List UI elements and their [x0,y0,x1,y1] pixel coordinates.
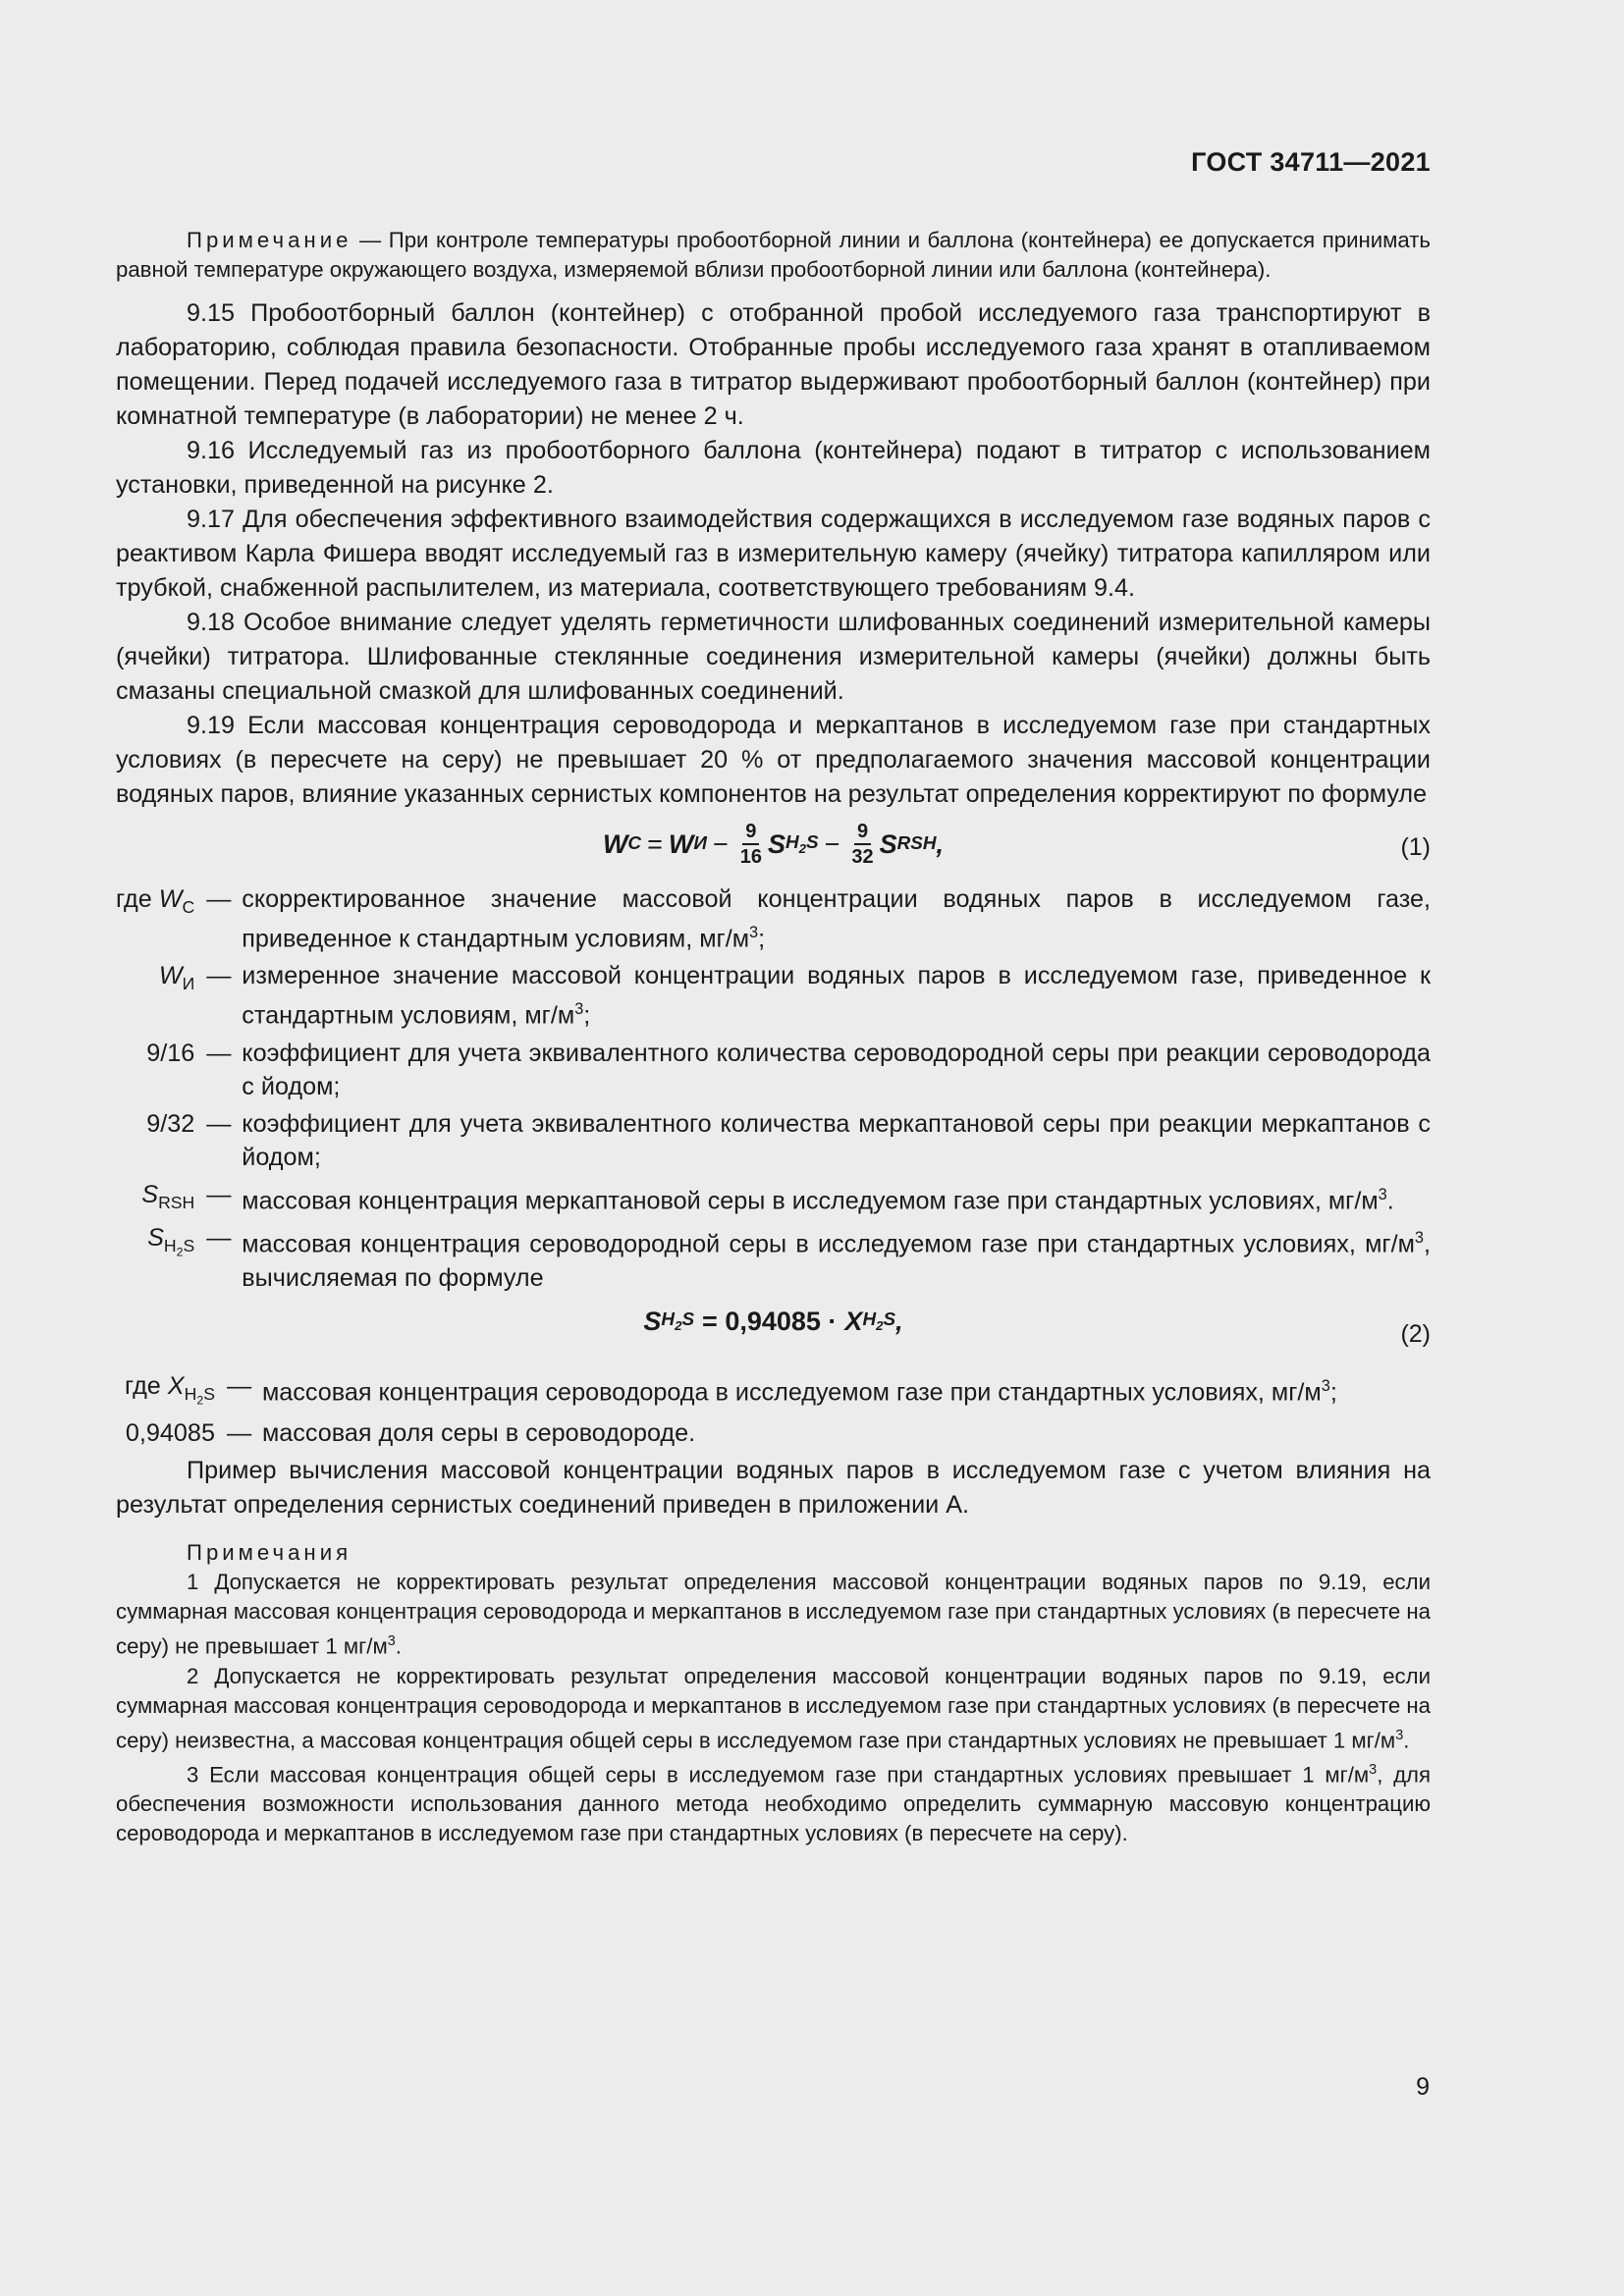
definition-symbol-sub: H2S [184,1383,215,1408]
formula2-tail: , [895,1306,903,1336]
fraction-2-num: 9 [854,820,871,845]
s1-sub-a: H [785,832,799,854]
definition-symbol [116,1178,206,1221]
definition-symbol-sub: С [182,897,195,918]
definition-text-main: скорректированное значение массовой концентрации водяных паров в исследуемом газе, приведенное к стандартным условиям, мг/м [242,885,1431,953]
formula-1 [116,812,1431,882]
note-label: Примечание [187,228,352,252]
formula1-minus-2: − [824,828,840,859]
note-1 [116,1568,1431,1661]
paragraph-9-17: 9.17 Для обеспечения эффективного взаимодействия содержащихся в исследуемом газе водяных паров с реактивом Карла Фишера вводят исследуемый газ в измерительную камеру (ячейку) титратора капилляром или трубкой, снабженной распылителем, из материала, соответствующего требованиям 9.4. [116,506,1431,602]
formula1-lhs-sub: С [627,833,642,854]
definition-symbol [116,1037,206,1107]
definition-prefix: 9/16 [146,1039,195,1067]
note-1-end: . [395,1633,402,1659]
definition-text-main: массовая концентрация сероводорода в исследуемом газе при стандартных условиях, мг/м [261,1377,1322,1406]
definition-sup: 3 [1414,1229,1424,1248]
definitions-2 [116,1369,1431,1455]
definition-sup: 3 [1321,1376,1330,1395]
paragraph-9-16: 9.16 Исследуемый газ из пробоотборного баллона (контейнера) подают в титратор с использованием установки, приведенной на рисунке 2. [116,437,1431,499]
definition-sup: 3 [574,1000,584,1019]
paragraph-9-15: 9.15 Пробоотборный баллон (контейнер) с отобранной пробой исследуемого газа транспортируют в лабораторию, соблюдая правила безопасности. Отобранные пробы исследуемого газа хранят в отапливаемом помещении. Перед подачей исследуемого газа в титратор выдерживают пробоотборный баллон (контейнер) при комнатной температуре (в лаборатории) не менее 2 ч. [116,299,1431,430]
f2-x-sub-2: 2 [876,1317,884,1333]
definition-text [242,1221,1431,1298]
note-3-text-a: 3 Если массовая концентрация общей серы в исследуемом газе при стандартных условиях превышает 1 мг/м [187,1762,1370,1788]
definition-row [116,1178,1431,1221]
formula1-s1: S [767,828,785,859]
f2-lhs-sub-b: S [681,1309,695,1331]
note-text: — При контроле температуры пробоотборной линии и баллона (контейнера) ее допускается принимать равной температуре окружающего воздуха, измеряемой вблизи пробоотборной линии или баллона (контейнера). [116,228,1431,282]
definition-row [116,1037,1431,1107]
definition-sup: 3 [749,924,759,941]
definition-symbol-sub: H2S [163,1236,195,1259]
formula1-w2-sub: И [693,833,707,854]
note-3-text-b: , для обеспечения возможности использования данного метода необходимо определить суммарную массовую концентрацию сероводорода и меркаптанов в исследуемом газе при стандартных условиях (в пересчете на серу). [116,1762,1431,1846]
formula-2-number: (2) [1400,1319,1431,1348]
formula1-fraction-1 [737,820,765,869]
definition-symbol-letter: X [167,1371,185,1400]
note-2-sup: 3 [1395,1727,1404,1743]
definition-prefix: где [125,1371,168,1400]
definition-symbol [116,1221,206,1298]
definition-end: . [1386,1187,1394,1215]
paragraph-9-18: 9.18 Особое внимание следует уделять герметичности шлифованных соединений измерительной камеры (ячейки) титратора. Шлифованные стеклянные соединения измерительной камеры (ячейки) должны быть смазаны специальной смазкой для шлифованных соединений. [116,609,1431,705]
definition-text-main: массовая концентрация меркаптановой серы в исследуемом газе при стандартных условиях, мг/м [242,1187,1379,1215]
definition-end: ; [758,925,766,953]
formula2-rhs: = 0,94085 · [702,1306,838,1336]
definition-symbol-letter: W [158,962,183,990]
definition-sup: 3 [1378,1185,1387,1203]
s1-sub-b: S [806,832,819,854]
definition-symbol-sub: RSH [158,1192,195,1212]
definition-symbol [116,959,206,1036]
example-paragraph: Пример вычисления массовой концентрации водяных паров в исследуемом газе с учетом влияния на результат определения сернистых соединений приведен в приложении А. [116,1457,1431,1520]
f2-x-sub-a: H [862,1309,877,1331]
definition-symbol [116,1416,227,1454]
definition-dash: — [226,1419,252,1448]
definition-end: ; [583,1001,591,1030]
definition-prefix: 0,94085 [125,1419,215,1448]
definition-row [116,1107,1431,1178]
note-1-sup: 3 [387,1633,396,1650]
definition-row [116,959,1431,1036]
f2-lhs-sub-a: H [661,1309,676,1331]
f2-x-sub-b: S [883,1309,896,1331]
formula1-w2: W [668,828,694,859]
definition-dash: — [206,1109,232,1138]
definition-end: ; [1329,1377,1337,1406]
note-top [116,226,1431,285]
definition-text [242,1037,1431,1107]
formula1-s2: S [879,828,897,859]
formula1-fraction-2 [848,820,876,869]
definition-dash: — [206,885,232,913]
note-2 [116,1662,1431,1755]
definition-symbol-letter: W [158,885,183,913]
definition-row [116,1221,1431,1298]
definition-prefix: где [116,885,159,913]
definition-prefix: 9/32 [146,1109,195,1138]
page-number: 9 [1416,2073,1430,2101]
definition-text-main: массовая концентрация сероводородной серы в исследуемом газе при стандартных условиях, мг/м [242,1230,1415,1258]
note-2-end: . [1403,1727,1410,1752]
definition-symbol [116,1107,206,1178]
formula1-lhs: W [602,828,628,859]
page-body [116,226,1431,1848]
formula2-lhs-sub [661,1309,694,1333]
formula2-lhs: S [643,1306,662,1336]
s1-sub-2: 2 [798,840,806,856]
definition-end: , вычисляемая по формуле [242,1230,1431,1292]
definition-symbol-letter: S [147,1224,164,1253]
definition-text-main: коэффициент для учета эквивалентного количества меркаптановой серы при реакции меркаптанов с йодом; [242,1109,1431,1171]
definition-row [116,882,1431,959]
formula-2 [116,1299,1431,1369]
definition-text [242,1107,1431,1178]
standard-code: ГОСТ 34711—2021 [1191,147,1431,177]
fraction-2-den: 32 [851,846,874,868]
formula1-minus-1: − [712,828,729,859]
f2-lhs-sub-2: 2 [675,1317,682,1333]
definition-symbol [116,882,206,959]
definition-text [242,959,1431,1036]
formula-1-number: (1) [1400,833,1431,861]
notes-heading: Примечания [187,1540,352,1566]
definition-text [242,1178,1431,1221]
definition-dash: — [206,962,232,990]
note-3 [116,1755,1431,1848]
note-3-sup: 3 [1369,1761,1378,1778]
formula1-eq: = [647,828,663,859]
definition-dash: — [206,1039,232,1067]
note-1-text: 1 Допускается не корректировать результат определения массовой концентрации водяных паров по 9.19, если суммарная массовая концентрация сероводорода и меркаптанов в исследуемом газе при стандартных условиях (в пересчете на серу) не превышает 1 мг/м [116,1570,1431,1659]
definition-row [116,1369,1431,1417]
definition-text [262,1369,1431,1417]
formula1-s1-sub [785,832,819,856]
fraction-1-den: 16 [739,846,762,868]
definition-dash: — [206,1224,232,1253]
definition-text-main: измеренное значение массовой концентрации водяных паров в исследуемом газе, приведенное к стандартным условиям, мг/м [242,962,1431,1030]
formula1-tail: , [936,828,945,859]
paragraph-9-19: 9.19 Если массовая концентрация сероводорода и меркаптанов в исследуемом газе при стандартных условиях (в пересчете на серу) не превышает 20 % от предполагаемого значения массовой концентрации водяных паров, влияние указанных сернистых компонентов на результат определения корректируют по формуле [116,712,1431,808]
definitions-1 [116,882,1431,1299]
definition-text [242,882,1431,959]
note-2-text: 2 Допускается не корректировать результат определения массовой концентрации водяных паров по 9.19, если суммарная массовая концентрация сероводорода и меркаптанов в исследуемом газе при стандартных условиях (в пересчете на серу) неизвестна, а массовая концентрация общей серы в исследуемом газе при стандартных условиях не превышает 1 мг/м [116,1663,1431,1752]
definition-symbol-letter: S [141,1180,159,1208]
formula1-s2-sub: RSH [896,833,937,854]
definition-symbol [116,1369,227,1417]
definition-dash: — [206,1180,232,1208]
fraction-1-num: 9 [742,820,759,845]
definition-text-main: массовая доля серы в сероводороде. [261,1419,696,1448]
definition-row [116,1416,1431,1454]
definition-dash: — [226,1371,252,1400]
formula2-x: X [844,1306,863,1336]
definition-symbol-sub: И [182,974,195,994]
definition-text [262,1416,1431,1454]
formula2-x-sub [862,1309,895,1333]
definition-text-main: коэффициент для учета эквивалентного количества сероводородной серы при реакции сероводорода с йодом; [242,1039,1431,1100]
